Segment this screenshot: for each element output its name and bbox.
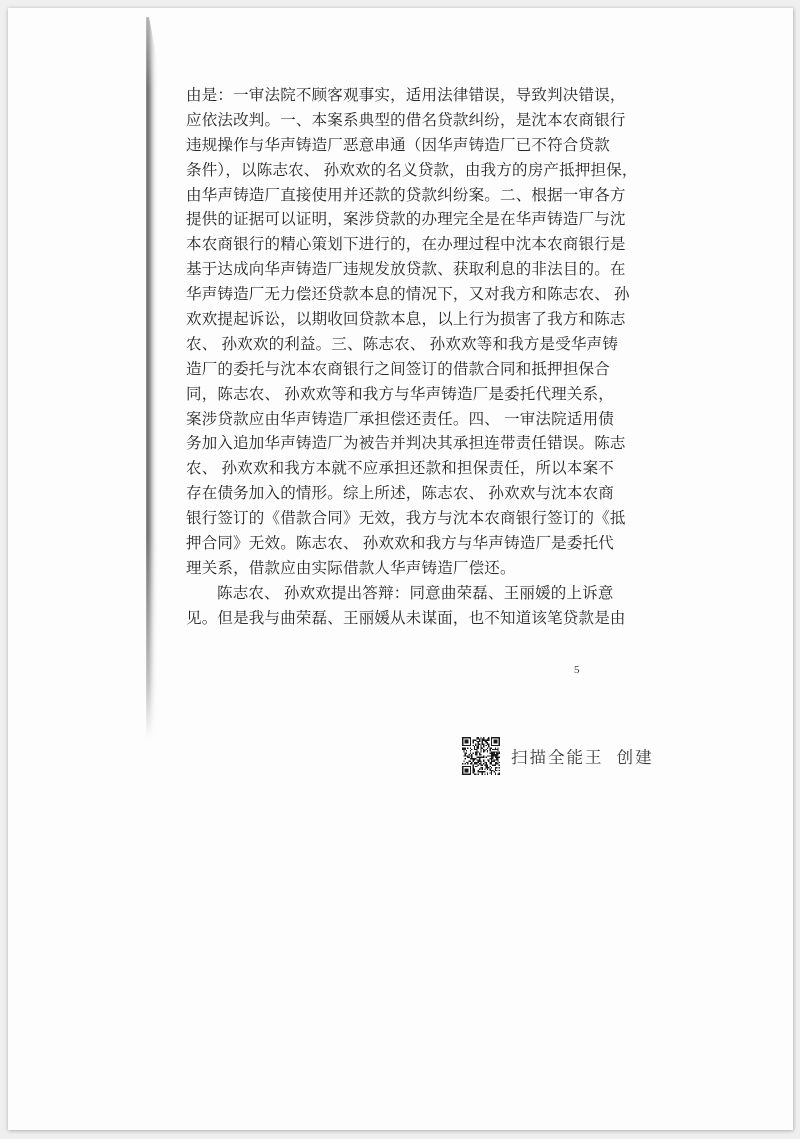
text-line: 华声铸造厂无力偿还贷款本息的情况下，又对我方和陈志农、 孙 <box>186 286 630 304</box>
text-line: 押合同》无效。陈志农、 孙欢欢和我方与华声铸造厂是委托代 <box>186 535 614 553</box>
text-line: 由华声铸造厂直接使用并还款的贷款纠纷案。二、根据一审各方 <box>186 186 626 204</box>
text-line: 务加入追加华声铸造厂为被告并判决其承担连带责任错误。陈志 <box>186 435 626 453</box>
qr-code-icon <box>462 737 500 775</box>
text-line: 见。但是我与曲荣磊、王丽媛从未谋面，也不知道该笔贷款是由 <box>186 609 626 627</box>
text-line: 造厂的委托与沈本农商银行之间签订的借款合同和抵押担保合 <box>186 360 610 378</box>
text-line: 基于达成向华声铸造厂违规发放贷款、获取利息的非法目的。在 <box>186 261 626 279</box>
text-line: 陈志农、 孙欢欢提出答辩：同意曲荣磊、王丽媛的上诉意 <box>217 584 614 602</box>
text-line: 条件），以陈志农、 孙欢欢的名义贷款，由我方的房产抵押担保， <box>186 161 638 179</box>
text-line: 理关系，借款应由实际借款人华声铸造厂偿还。 <box>186 559 516 577</box>
text-line: 案涉贷款应由华声铸造厂承担偿还责任。四、 一审法院适用债 <box>186 410 614 428</box>
body-text <box>186 84 638 632</box>
text-line: 本农商银行的精心策划下进行的，在办理过程中沈本农商银行是 <box>186 236 626 254</box>
text-line: 欢欢提起诉讼，以期收回贷款本息，以上行为损害了我方和陈志 <box>186 311 626 329</box>
camscanner-watermark <box>462 737 654 775</box>
text-line: 同，陈志农、 孙欢欢等和我方与华声铸造厂是委托代理关系， <box>186 385 614 403</box>
page-number: 5 <box>574 664 580 676</box>
watermark-label: 扫描全能王 创建 <box>511 748 654 767</box>
text-line: 农、 孙欢欢和我方本就不应承担还款和担保责任，所以本案不 <box>186 460 614 478</box>
text-line: 由是：一审法院不顾客观事实，适用法律错误，导致判决错误， <box>186 87 626 104</box>
document-page <box>8 8 793 1130</box>
text-line: 应依法改判。一、本案系典型的借名贷款纠纷，是沈本农商银行 <box>186 111 626 129</box>
text-line: 违规操作与华声铸造厂恶意串通（因华声铸造厂已不符合贷款 <box>186 136 610 154</box>
text-line: 提供的证据可以证明，案涉贷款的办理完全是在华声铸造厂与沈 <box>186 211 626 229</box>
text-line: 银行签订的《借款合同》无效，我方与沈本农商银行签订的《抵 <box>186 510 626 528</box>
text-line: 存在债务加入的情形。综上所述，陈志农、 孙欢欢与沈本农商 <box>186 485 614 503</box>
text-line: 农、 孙欢欢的利益。三、陈志农、 孙欢欢等和我方是受华声铸 <box>186 335 619 353</box>
scan-fold-artifact <box>146 17 157 739</box>
